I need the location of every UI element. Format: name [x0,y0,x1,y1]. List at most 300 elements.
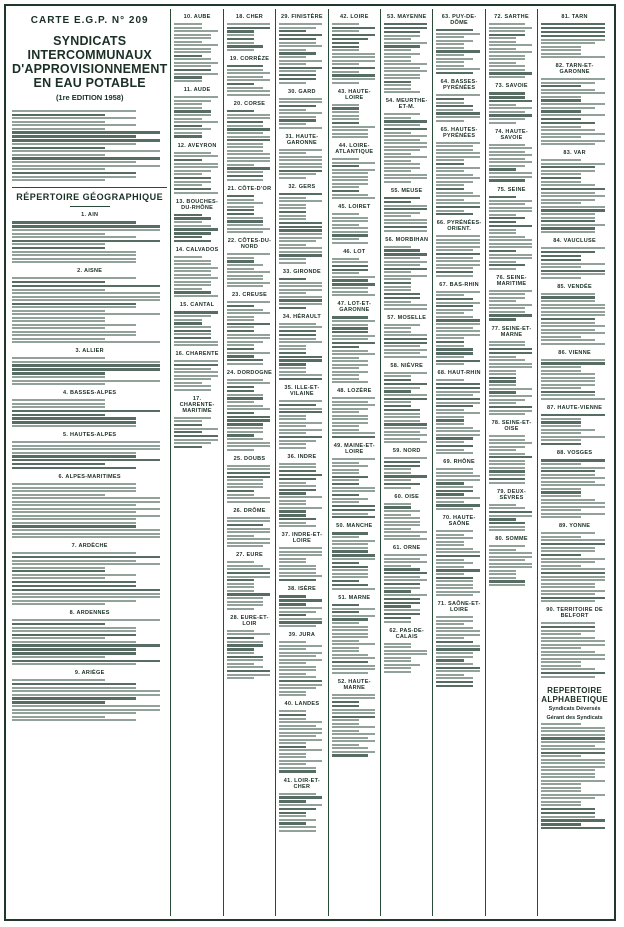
text-line [541,509,581,511]
text-line [332,694,375,696]
text-line [436,334,479,336]
text-line [332,107,359,109]
text-line [332,404,375,406]
text-line [12,522,136,524]
text-line [227,663,254,665]
text-line [489,522,525,524]
text-line [174,118,201,120]
text-line [227,348,254,350]
department-heading: 61. ORNE [393,545,421,552]
text-line [332,238,359,240]
text-line [227,408,270,410]
text-line [332,665,375,667]
text-line [174,236,201,238]
text-line [12,596,160,598]
department-heading: 12. AVEYRON [177,142,217,149]
text-line [541,377,594,379]
text-line [436,246,479,248]
department-heading: 46. LOT [343,248,366,255]
text-line [174,368,210,370]
text-line [489,34,525,36]
text-line [279,105,315,107]
text-line [436,486,472,488]
text-line [384,352,420,354]
text-line [279,714,306,716]
text-line [436,452,472,454]
text-line [541,192,594,194]
text-line [279,109,306,111]
text-line [541,231,594,233]
text-line [384,27,427,29]
text-line [174,80,201,82]
text-line [332,672,368,674]
text-line [436,195,479,197]
text-line [541,568,604,570]
text-line [12,448,160,450]
text-line [279,98,322,100]
text-line [12,341,160,343]
text-line [227,179,263,181]
text-line [436,530,472,532]
text-line [384,345,420,347]
text-line [12,243,105,245]
text-line [174,177,210,179]
text-line [541,561,594,563]
text-line [332,709,375,711]
text-line [489,504,516,506]
text-line [227,271,270,273]
text-line [227,326,254,328]
text-line [12,421,136,423]
text-line [541,547,594,549]
text-line [12,338,105,340]
text-line [279,334,315,336]
text-line [384,602,420,604]
text-line [12,121,105,123]
text-line [279,767,315,769]
text-line [489,55,525,57]
text-line [12,627,136,629]
text-line [332,335,375,337]
text-line [541,118,581,120]
text-line [279,116,315,118]
alpha-title-2: ALPHABETIQUE [541,694,608,704]
text-line [227,171,263,173]
text-line [436,199,463,201]
text-line [541,166,594,168]
text-line [436,356,463,358]
text-line [541,752,604,754]
department-heading: 51. MARNE [338,594,371,601]
text-line [541,583,594,585]
text-line [541,665,581,667]
text-line [279,621,322,623]
text-line [384,457,427,459]
text-line [174,240,210,242]
text-line [384,177,427,179]
text-line [279,819,315,821]
text-line [541,188,604,190]
department-heading: 40. LANDES [284,701,320,708]
text-line [279,680,322,682]
text-line [227,157,270,159]
text-line [174,65,210,67]
text-line [384,487,411,489]
text-line [541,827,604,829]
department-heading: 73. SAVOIE [495,83,528,90]
text-line [384,297,420,299]
text-line [384,215,411,217]
text-line [541,532,594,534]
text-line [174,389,210,391]
text-line [541,651,594,653]
text-line [541,572,604,574]
text-line [279,78,315,80]
text-line [227,76,263,78]
text-line [332,650,359,652]
text-line [489,176,532,178]
text-line [541,177,581,179]
text-line [541,762,604,764]
map-sheet [4,4,616,921]
text-line [436,177,479,179]
text-line [227,572,270,574]
text-line [332,516,375,518]
text-line [489,114,532,116]
text-line [489,556,532,558]
text-line [436,573,463,575]
text-line [384,132,411,134]
alpha-sub-1: Syndicats Déversés [548,705,601,712]
text-line [384,503,411,505]
text-line [279,815,306,817]
text-line [279,489,315,491]
text-line [279,101,322,103]
text-line [541,734,604,736]
text-line [12,114,105,116]
text-line [489,478,525,480]
text-line [384,334,427,336]
text-line [541,488,581,490]
text-line [332,723,359,725]
text-line [541,513,604,515]
text-line [12,313,160,315]
text-line [332,737,368,739]
text-line [489,482,525,484]
text-line [227,545,263,547]
text-line [279,443,306,445]
text-line [436,174,472,176]
text-line [12,455,136,457]
text-line [12,694,160,696]
department-heading: 44. LOIRE-ATLANTIQUE [335,143,374,156]
alpha-title-1: REPERTOIRE [547,685,603,695]
text-line [541,263,604,265]
text-line [541,339,594,341]
text-line [174,326,210,328]
text-line [332,401,368,403]
text-line [174,382,201,384]
department-heading: 21. CÔTE-D'OR [227,185,272,192]
text-line [332,501,359,503]
text-line [279,247,322,249]
text-line [436,275,472,277]
text-line [12,515,160,517]
text-line [12,233,105,235]
text-line [279,572,315,574]
text-line [227,94,270,96]
text-line [332,411,359,413]
column-body [384,14,429,673]
text-line [489,203,525,205]
text-line [436,29,472,31]
text-line [489,344,525,346]
text-line [12,229,160,231]
text-line [384,74,420,76]
text-line [489,51,532,53]
text-line [332,269,368,271]
text-line [384,576,420,578]
text-line [384,483,420,485]
text-line [12,529,160,531]
text-line [384,427,427,429]
text-line [384,379,411,381]
text-line [279,119,315,121]
text-line [332,618,368,620]
text-line [227,319,254,321]
text-line [332,554,375,556]
text-line [279,463,315,465]
text-line [541,206,604,208]
text-line [489,23,525,25]
text-line [541,85,581,87]
text-line [541,470,594,472]
text-line [279,152,306,154]
text-line [541,195,604,197]
text-line [384,517,420,519]
text-line [436,40,472,42]
text-line [541,769,594,771]
column-4 [276,9,328,916]
text-line [12,634,136,636]
department-heading: 20. CORSE [233,100,266,107]
text-line [384,514,411,516]
text-line [12,124,136,126]
text-line [279,447,306,449]
text-line [436,120,463,122]
text-line [384,308,427,310]
text-line [332,633,368,635]
text-line [436,634,479,636]
text-line [489,111,525,113]
text-line [227,355,254,357]
text-line [279,404,315,406]
text-line [227,586,254,588]
text-line [384,128,427,130]
text-line [332,550,368,552]
text-line [384,342,427,344]
text-line [332,224,359,226]
text-line [436,94,479,96]
text-line [12,697,136,699]
text-line [384,301,411,303]
text-line [174,217,210,219]
text-line [489,570,516,572]
text-line [436,109,472,111]
text-line [489,122,516,124]
text-line [332,381,368,383]
text-line [541,343,604,345]
text-line [174,37,210,39]
text-line [12,281,105,283]
text-line [489,552,532,554]
text-line [541,217,594,219]
text-line [12,334,136,336]
text-line [12,406,105,408]
text-line [12,641,136,643]
text-line [279,763,306,765]
text-line [279,691,306,693]
text-line [436,112,479,114]
text-line [227,405,263,407]
text-line [332,320,375,322]
department-heading: 11. AUDE [183,87,211,94]
text-line [279,45,322,47]
text-line [332,71,359,73]
text-line [541,630,594,632]
text-line [541,227,594,229]
text-line [436,398,479,400]
text-line [541,46,581,48]
text-line [541,543,604,545]
text-line [489,584,525,586]
text-line [227,416,270,418]
text-line [489,545,525,547]
text-line [279,240,315,242]
text-line [384,572,427,574]
text-line [436,437,472,439]
text-line [12,508,160,510]
text-line [436,239,479,241]
text-line [489,44,532,46]
text-line [279,735,315,737]
text-line [541,49,581,51]
text-line [227,434,254,436]
text-line [436,648,479,650]
text-line [384,146,427,148]
text-line [489,246,532,248]
text-line [436,312,463,314]
text-line [541,307,604,309]
text-line [227,253,270,255]
text-line [279,721,322,723]
text-line [279,558,306,560]
text-line [279,42,315,44]
department-heading: 82. TARN-ET-GARONNE [555,63,594,76]
text-line [384,53,420,55]
text-line [384,327,411,329]
text-line [384,657,411,659]
text-line [332,169,375,171]
text-line [227,42,254,44]
text-line [541,558,604,560]
text-line [279,625,315,627]
text-line [227,431,263,433]
text-line [436,305,472,307]
text-line [332,668,375,670]
text-line [227,535,254,537]
text-line [227,143,263,145]
text-line [279,492,306,494]
text-line [384,416,420,418]
text-line [384,139,420,141]
text-line [436,116,479,118]
text-line [227,312,270,314]
text-line [332,397,375,399]
text-line [279,215,306,217]
text-line [436,620,472,622]
text-line [541,209,604,211]
text-line [436,58,472,60]
text-line [384,613,420,615]
text-line [12,251,136,253]
text-line [436,475,479,477]
text-line [12,701,105,703]
text-line [279,770,315,772]
text-line [384,304,427,306]
text-line [174,315,210,317]
department-heading: 43. HAUTE-LOIRE [337,88,371,101]
text-line [384,653,427,655]
text-line [12,399,105,401]
text-line [489,65,525,67]
text-line [227,49,254,51]
text-line [436,159,463,161]
text-line [384,257,420,259]
text-line [436,468,472,470]
text-line [384,219,427,221]
text-line [436,348,472,350]
text-line [384,660,411,662]
text-line [12,593,160,595]
text-line [384,390,411,392]
text-line [12,289,105,291]
department-heading: 38. ISÈRE [287,586,317,593]
text-line [541,797,594,799]
text-line [489,217,525,219]
text-line [436,566,463,568]
text-line [227,659,263,661]
text-line [279,193,322,195]
text-line [332,643,375,645]
text-line [332,540,375,542]
text-line [384,671,411,673]
text-line [332,726,375,728]
text-line [174,360,217,362]
text-line [436,548,472,550]
text-line [436,659,463,661]
text-line [489,380,516,382]
text-line [541,644,604,646]
text-line [279,503,306,505]
text-line [541,414,604,416]
text-line [332,265,368,267]
text-line [174,295,217,297]
text-line [436,298,472,300]
text-line [541,425,581,427]
text-line [227,427,263,429]
text-line [279,822,306,824]
